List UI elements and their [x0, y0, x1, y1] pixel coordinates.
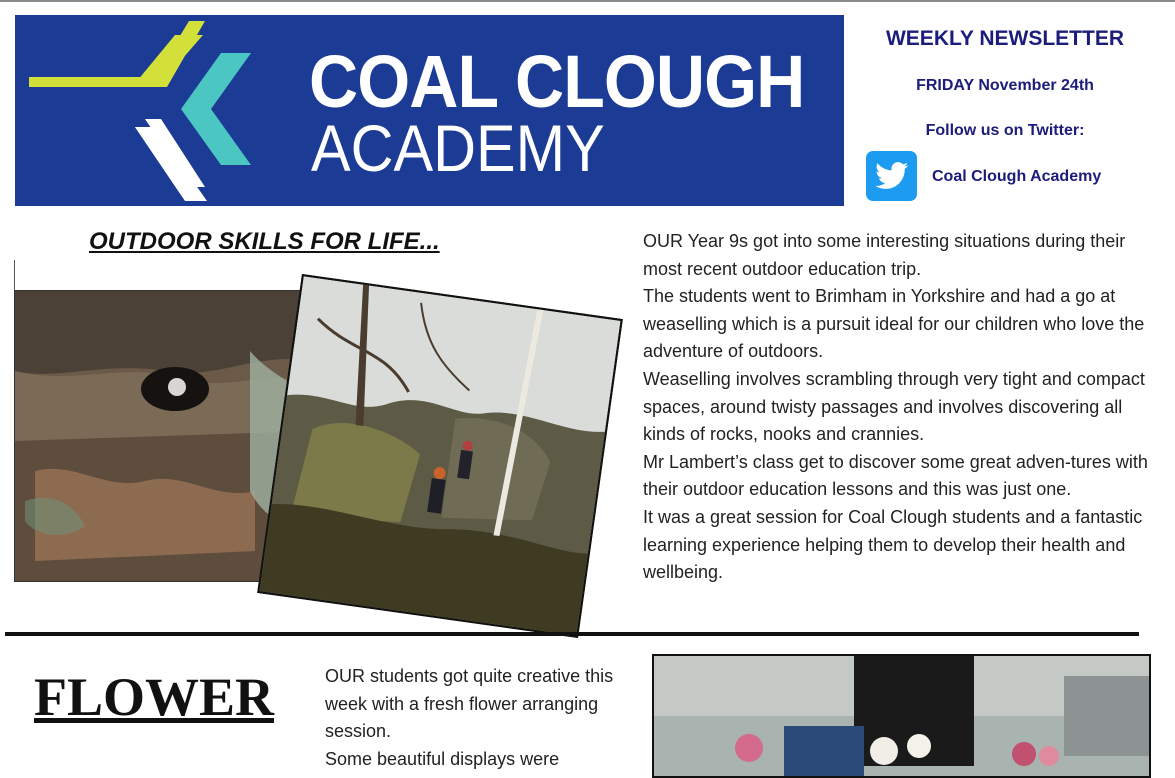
- school-logo-banner: [15, 15, 844, 206]
- newsletter-title: WEEKLY NEWSLETTER: [885, 27, 1125, 50]
- article-flower-paragraph: Some beautiful displays were: [325, 748, 560, 769]
- section-divider: [5, 632, 1139, 636]
- school-name-line1: COAL CLOUGH: [309, 40, 805, 123]
- top-rule: [0, 0, 1175, 2]
- article-outdoor-paragraph: Weaselling involves scrambling through very tight and compact spaces, around twisty passages and involves discovering all kinds of rocks, nooks and crannies.: [643, 368, 1145, 445]
- flower-arranging-photo: [652, 654, 1151, 778]
- newsletter-date: FRIDAY November 24th: [916, 77, 1094, 94]
- twitter-handle[interactable]: Coal Clough Academy: [932, 168, 1102, 185]
- article-flower-title: FLOWER: [34, 667, 275, 727]
- article-outdoor-paragraph: Mr Lambert’s class get to discover some great adven-tures with their outdoor education lessons and this was just one.: [643, 451, 1148, 500]
- article-outdoor-title: OUTDOOR SKILLS FOR LIFE...: [89, 228, 440, 255]
- follow-label: Follow us on Twitter:: [925, 122, 1085, 139]
- woodland-rocks-photo: [257, 274, 623, 638]
- article-flower-body: [325, 663, 625, 773]
- article-outdoor-paragraph: The students went to Brimham in Yorkshire and had a go at weaselling which is a pursuit ideal for our children who love the adventure of outdoors.: [643, 286, 1145, 362]
- photo-frame-line: [14, 260, 15, 292]
- article-outdoor-paragraph: It was a great session for Coal Clough students and a fantastic learning experience helping them to develop their health and wellbeing.: [643, 506, 1143, 583]
- article-outdoor-paragraph: OUR Year 9s got into some interesting situations during their most recent outdoor education trip.: [643, 231, 1126, 279]
- chevron-logo-icon: [15, 15, 275, 206]
- school-name-line2: ACADEMY: [311, 111, 605, 185]
- twitter-icon[interactable]: [866, 151, 917, 201]
- article-outdoor-body: [643, 228, 1158, 587]
- article-flower-paragraph: OUR students got quite creative this week with a fresh flower arranging session.: [325, 666, 614, 742]
